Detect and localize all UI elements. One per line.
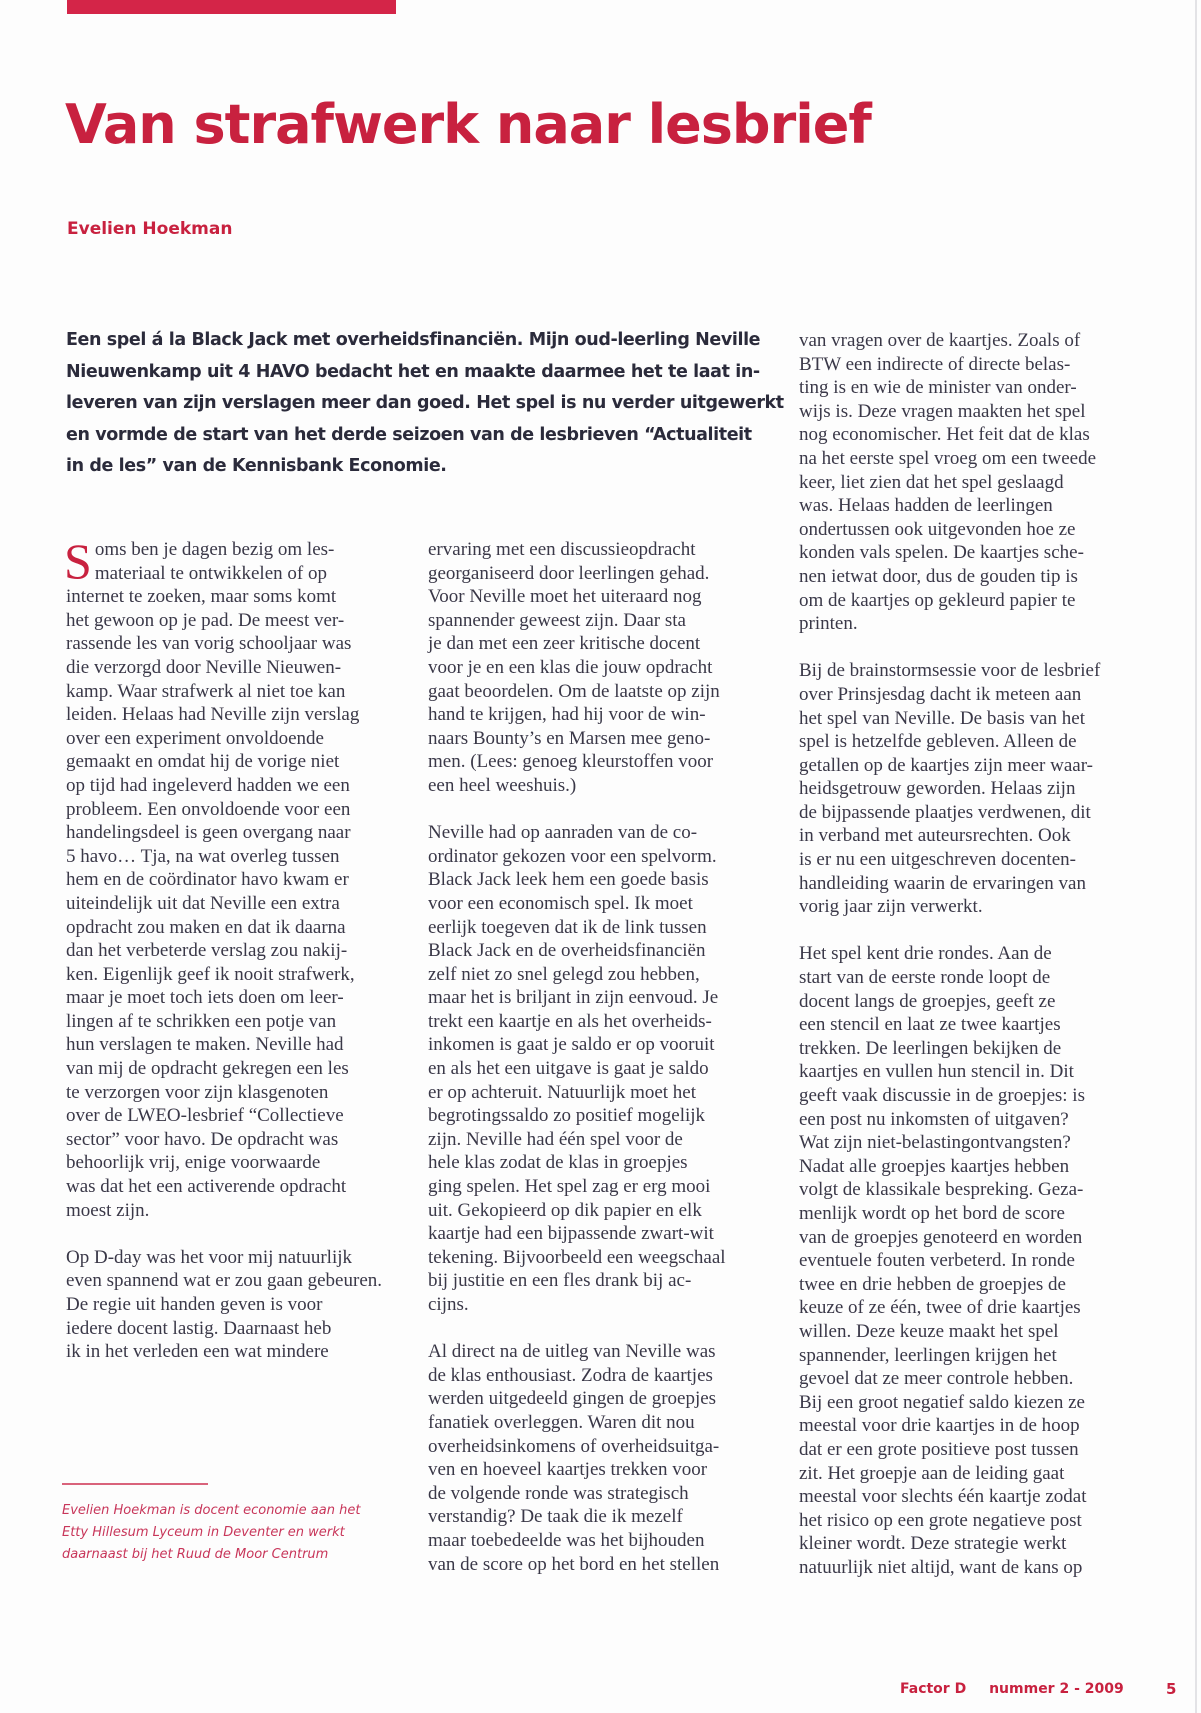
text-line: georganiseerd door leerlingen gehad.	[428, 562, 710, 584]
text-line: is er nu een uitgeschreven docenten-	[799, 849, 1076, 871]
paragraph-1	[64, 533, 416, 1222]
paragraph-1-body	[66, 585, 416, 1222]
text-line: behoorlijk vrij, enige voorwaarde	[66, 1152, 321, 1174]
text-line: volgt de klassikale bespreking. Geza-	[799, 1179, 1084, 1201]
text-line: geeft vaak discussie in de groepjes: is	[799, 1085, 1085, 1106]
text-line: gemaakt en omdat hij de vorige niet	[66, 751, 340, 773]
text-line: internet te zoeken, maar soms komt	[66, 586, 337, 608]
text-line: een post nu inkomsten of uitgaven?	[799, 1108, 1069, 1130]
text-line: voor een economisch spel. Ik moet	[428, 892, 693, 914]
text-line: gaat beoordelen. Om de laatste op zijn	[428, 680, 720, 702]
article-author: Evelien Hoekman	[67, 219, 233, 239]
text-line: van vragen over de kaartjes. Zoals of	[799, 330, 1081, 351]
text-line: ven en hoeveel kaartjes trekken voor	[428, 1459, 708, 1481]
text-line: te verzorgen voor zijn klasgenoten	[66, 1081, 329, 1103]
text-line: het risico op een grote negatieve post	[799, 1509, 1082, 1531]
text-line: werden uitgedeeld gingen de groepjes	[428, 1388, 717, 1410]
text-line: 5 havo… Tja, na wat overleg tussen	[66, 845, 340, 867]
text-line: zelf niet zo snel gelegd zou hebben,	[428, 963, 700, 985]
text-line: was dat het een activerende opdracht	[66, 1176, 347, 1198]
text-line: start van de eerste ronde loopt de	[799, 967, 1051, 989]
text-line: opdracht zou maken en dat ik daarna	[66, 916, 346, 938]
article-intro	[66, 325, 786, 483]
text-line: uiteindelijk uit dat Neville een extra	[66, 892, 340, 914]
text-line: de bijpassende plaatjes verdwenen, dit	[799, 801, 1091, 823]
text-line: die verzorgd door Neville Nieuwen-	[66, 656, 342, 678]
text-line: nen ietwat door, dus de gouden tip is	[799, 565, 1078, 587]
text-line: van mij de opdracht gekregen een les	[66, 1058, 349, 1080]
text-line: materiaal te ontwikkelen of op	[94, 562, 327, 584]
text-line: ervaring met een discussieopdracht	[428, 539, 696, 560]
text-line: heidsgetrouw geworden. Helaas zijn	[799, 778, 1076, 800]
text-line: de klas enthousiast. Zodra de kaartjes	[428, 1364, 713, 1386]
text-line: hem en de coördinator havo kwam er	[66, 869, 349, 891]
text-line: overheidsinkomens of overheidsuitga-	[428, 1435, 720, 1457]
text-line: van de score op het bord en het stellen	[428, 1553, 720, 1575]
text-line: een heel weeshuis.)	[428, 774, 577, 796]
text-line: voor je en een klas die jouw opdracht	[428, 656, 713, 678]
text-line: over Prinsjesdag dacht ik meteen aan	[799, 683, 1082, 705]
text-line: Bij de brainstormsessie voor de lesbrief	[799, 660, 1101, 682]
text-line: men. (Lees: genoeg kleurstoffen voor	[428, 751, 714, 773]
text-line: in de les” van de Kennisbank Economie.	[66, 456, 447, 476]
text-line: het spel van Neville. De basis van het	[799, 707, 1085, 729]
text-line: dan het verbeterde verslag zou nakij-	[66, 940, 348, 962]
text-line: trekken. De leerlingen bekijken de	[799, 1037, 1062, 1059]
text-line: de volgende ronde was strategisch	[428, 1482, 689, 1504]
magazine-name: Factor D	[900, 1681, 967, 1697]
text-line: rassende les van vorig schooljaar was	[66, 633, 352, 655]
text-line: Wat zijn niet-belastingontvangsten?	[799, 1132, 1071, 1154]
top-accent-bar	[67, 0, 396, 14]
text-line: trekt een kaartje en als het overheids-	[428, 1010, 712, 1032]
text-line: kleiner wordt. Deze strategie werkt	[799, 1533, 1067, 1555]
text-line: gevoel dat ze meer controle hebben.	[799, 1368, 1074, 1390]
page-number: 5	[1166, 1680, 1177, 1698]
text-line: maar je moet toch iets doen om leer-	[66, 987, 344, 1009]
text-line: cijns.	[428, 1294, 469, 1315]
text-line: wijs is. Deze vragen maakten het spel	[799, 400, 1086, 422]
dropcap-lines	[64, 533, 416, 589]
text-line: fanatiek overleggen. Waren dit nou	[428, 1411, 695, 1433]
text-line: je dan met een zeer kritische docent	[428, 633, 701, 655]
text-line: op tijd had ingeleverd hadden we een	[66, 774, 350, 796]
text-line: vorig jaar zijn verwerkt.	[799, 896, 983, 918]
text-line: om de kaartjes op gekleurd papier te	[799, 589, 1076, 611]
column-1	[64, 533, 416, 1364]
text-line: het gewoon op je pad. De meest ver-	[66, 609, 345, 631]
text-line: een stencil en laat ze twee kaartjes	[799, 1014, 1061, 1036]
text-line: meestal voor drie kaartjes in de hoop	[799, 1415, 1080, 1437]
text-line: maar het is briljant in zijn eenvoud. Je	[428, 987, 719, 1009]
text-line: ordinator gekozen voor een spelvorm.	[428, 845, 717, 867]
text-line: en als het een uitgave is gaat je saldo	[428, 1058, 709, 1080]
text-line: keuze of ze één, twee of drie kaartjes	[799, 1297, 1081, 1319]
page-edge	[1195, 0, 1197, 1713]
text-line: over de LWEO-lesbrief “Collectieve	[66, 1105, 344, 1127]
text-line: van de groepjes genoteerd en worden	[799, 1226, 1083, 1248]
text-line: printen.	[799, 613, 858, 635]
text-line: Neville had op aanraden van de co-	[428, 822, 698, 844]
text-line: docent langs de groepjes, geeft ze	[799, 990, 1056, 1012]
text-line: en vormde de start van het derde seizoen van de lesbrieven “Actualiteit	[66, 424, 752, 445]
text-line: Black Jack leek hem een goede basis	[428, 869, 709, 891]
text-line: in verband met auteursrechten. Ook	[799, 825, 1071, 847]
text-line: dat er een grote positieve post tussen	[799, 1438, 1079, 1460]
text-line: sector” voor havo. De opdracht was	[66, 1128, 339, 1150]
article-title: Van strafwerk naar lesbrief	[65, 93, 871, 156]
issue-label: nummer 2 - 2009	[989, 1681, 1124, 1697]
text-line: maar toebedeelde was het bijhouden	[428, 1529, 705, 1551]
text-line: inkomen is gaat je saldo er op vooruit	[428, 1034, 715, 1056]
text-line: over een experiment onvoldoende	[66, 727, 324, 749]
text-line: iedere docent lastig. Daarnaast heb	[66, 1317, 332, 1339]
text-line: hand te krijgen, had hij voor de win-	[428, 704, 706, 726]
column-2	[428, 538, 778, 1576]
text-line: zijn. Neville had één spel voor de	[428, 1128, 683, 1150]
text-line: ondertussen ook uitgevonden hoe ze	[799, 518, 1076, 540]
text-line: eventuele fouten verbeterd. In ronde	[799, 1250, 1075, 1272]
text-line: begrotingssaldo zo positief mogelijk	[428, 1105, 706, 1127]
text-line: leiden. Helaas had Neville zijn verslag	[66, 704, 360, 726]
text-line: spannender, leerlingen krijgen het	[799, 1344, 1057, 1366]
text-line: ging spelen. Het spel zag er erg mooi	[428, 1176, 711, 1198]
text-line: hele klas zodat de klas in groepjes	[428, 1152, 688, 1174]
text-line: zit. Het groepje aan de leiding gaat	[799, 1462, 1065, 1484]
paragraph-1	[428, 538, 778, 798]
text-line: oms ben je dagen bezig om les-	[94, 539, 335, 560]
text-line: Een spel á la Black Jack met overheidsfinanciën. Mijn oud-leerling Neville	[66, 330, 761, 350]
text-line: nog economischer. Het feit dat de klas	[799, 424, 1090, 446]
text-line: kaartje had een bijpassende zwart-wit	[428, 1223, 714, 1245]
text-line: Op D-day was het voor mij natuurlijk	[66, 1246, 353, 1268]
text-line: handelingsdeel is geen overgang naar	[66, 822, 351, 844]
text-line: Al direct na de uitleg van Neville was	[428, 1341, 716, 1363]
author-note	[62, 1500, 402, 1566]
paragraph-2	[799, 659, 1149, 919]
text-line: probleem. Een onvoldoende voor een	[66, 798, 351, 820]
text-line: eerlijk toegeven dat ik de link tussen	[428, 916, 707, 938]
text-line: lingen af te schrikken een potje van	[66, 1010, 337, 1032]
text-line: daarnaast bij het Ruud de Moor Centrum	[62, 1547, 329, 1562]
paragraph-3	[799, 942, 1149, 1579]
text-line: willen. Deze keuze maakt het spel	[799, 1320, 1059, 1342]
drop-cap: S	[64, 533, 92, 589]
text-line: handleiding waarin de ervaringen van	[799, 872, 1086, 894]
text-line: BTW een indirecte of directe belas-	[799, 353, 1071, 375]
text-line: Etty Hillesum Lyceum in Deventer en werkt	[62, 1525, 345, 1540]
paragraph-2	[66, 1246, 416, 1364]
text-line: menlijk wordt op het bord de score	[799, 1202, 1065, 1224]
text-line: naars Bounty’s en Marsen mee geno-	[428, 727, 711, 749]
text-line: bij justitie en een fles drank bij ac-	[428, 1270, 692, 1292]
text-line: De regie uit handen geven is voor	[66, 1294, 323, 1315]
text-line: spel is hetzelfde gebleven. Alleen de	[799, 731, 1077, 753]
text-line: konden vals spelen. De kaartjes sche-	[799, 542, 1084, 564]
text-line: spannender geweest zijn. Daar sta	[428, 609, 686, 631]
text-line: uit. Gekopieerd op dik papier en elk	[428, 1199, 702, 1221]
text-line: Voor Neville moet het uiteraard nog	[428, 586, 702, 608]
text-line: ik in het verleden een wat mindere	[66, 1341, 329, 1363]
text-line: twee en drie hebben de groepjes de	[799, 1273, 1066, 1295]
text-line: leveren van zijn verslagen meer dan goed. Het spel is nu verder uitgewerkt	[66, 393, 784, 413]
text-line: keer, liet zien dat het spel geslaagd	[799, 471, 1064, 493]
footer	[900, 1681, 1124, 1697]
text-line: moest zijn.	[66, 1199, 150, 1221]
paragraph-3	[428, 1340, 778, 1576]
text-line: was. Helaas hadden de leerlingen	[799, 495, 1053, 517]
text-line: ting is en wie de minister van onder-	[799, 377, 1077, 399]
text-line: ken. Eigenlijk geef ik nooit strafwerk,	[66, 963, 355, 985]
author-note-divider	[62, 1483, 208, 1485]
text-line: getallen op de kaartjes zijn meer waar-	[799, 754, 1093, 776]
text-line: Evelien Hoekman is docent economie aan het	[62, 1503, 361, 1518]
text-line: Bij een groot negatief saldo kiezen ze	[799, 1391, 1085, 1413]
column-3	[799, 329, 1149, 1579]
text-line: kaartjes en vullen hun stencil in. Dit	[799, 1061, 1074, 1083]
paragraph-1	[799, 329, 1149, 636]
text-line: natuurlijk niet altijd, want de kans op	[799, 1556, 1083, 1578]
text-line: er op achteruit. Natuurlijk moet het	[428, 1081, 697, 1103]
paragraph-2	[428, 821, 778, 1316]
text-line: even spannend wat er zou gaan gebeuren.	[66, 1270, 382, 1292]
text-line: meestal voor slechts één kaartje zodat	[799, 1486, 1087, 1508]
text-line: Nieuwenkamp uit 4 HAVO bedacht het en maakte daarmee het te laat in-	[66, 361, 760, 382]
text-line: verstandig? De taak die ik mezelf	[428, 1506, 683, 1528]
text-line: kamp. Waar strafwerk al niet toe kan	[66, 680, 346, 702]
text-line: Het spel kent drie rondes. Aan de	[799, 943, 1052, 965]
text-line: Black Jack en de overheidsfinanciën	[428, 940, 706, 962]
text-line: na het eerste spel vroeg om een tweede	[799, 447, 1097, 469]
text-line: Nadat alle groepjes kaartjes hebben	[799, 1155, 1070, 1177]
text-line: hun verslagen te maken. Neville had	[66, 1034, 344, 1056]
text-line: tekening. Bijvoorbeeld een weegschaal	[428, 1246, 726, 1268]
